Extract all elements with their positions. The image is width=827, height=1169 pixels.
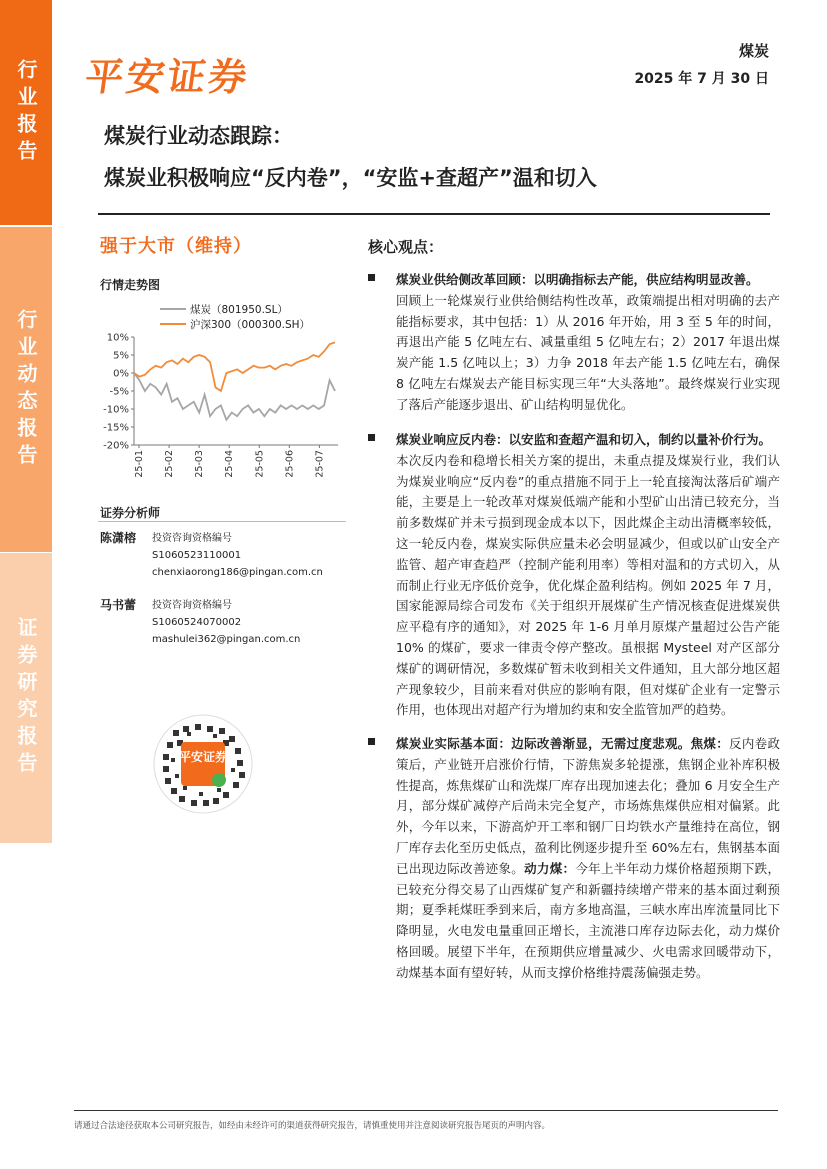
analyst-email[interactable]: chenxiaorong186@pingan.com.cn — [152, 567, 323, 578]
section-text: 回顾上一轮煤炭行业供给侧结构性改革，政策端提出相对明确的去产能指标要求，其中包括：1）从 2016 年开始，用 3 至 5 年的时间，再退出产能 5 亿吨左右、减量重组 5 亿吨左右；2）2017 年退出煤炭产能 1.5 亿吨以上；3）力争 2018 年去产能 1.5 亿吨左右，确保 8 亿吨左右煤炭去产能目标实现三年“大头落地”。最终煤炭行业实现了落后产能逐步退出、矿山结构明显优化。 — [396, 292, 780, 412]
chart-x-tick-label: 25-07 — [314, 450, 326, 478]
analyst-cert-number: S1060524070002 — [152, 617, 242, 628]
chart-x-tick-label: 25-01 — [134, 450, 145, 478]
chart-x-tick-label: 25-04 — [224, 450, 236, 478]
section-text: 本次反内卷和稳增长相关方案的提出，未重点提及煤炭行业，我们认为煤炭业响应“反内卷”的重点措施不同于上一轮直接淘汰落后矿端产能，主要是上一轮改革对煤炭低端产能和小型矿山出清已较充分，当前多数煤矿并未亏损到现金成本以下，因此煤企主动出清概率较低，这一轮反内卷，煤炭实际供应量未必会明显减少，但或以矿山安全产监管、超产审查趋严（控制产能利用率）等相对温和的方式切入，从而制止行业无序低价竞争，优化煤企盈利结构。例如 2025 年 7 月，国家能源局综合司发布《关于组织开展煤矿生产情况核查促进煤炭供应平稳有序的通知》，对 2025 年 1-6 月单月原煤产量超过公告产能 10% 的煤矿，要求一律责令停产整改。虽根据 Mysteel 对产区部分煤矿的调研情况，多数煤矿暂未收到相关文件通知，且大部分地区超产现象较少，目前来看对供应的影响有限，但对煤矿企业有一定警示作用，也体现出对超产行为增加约束和安全监管加严的趋势。 — [396, 452, 780, 718]
trend-chart-label: 行情走势图 — [100, 278, 161, 292]
rating: 强于大市（维持） — [100, 236, 252, 257]
report-date: 2025 年 7 月 30 日 — [634, 71, 769, 87]
title-divider — [98, 213, 770, 215]
analyst-cert-label: 投资咨询资格编号 — [152, 533, 232, 544]
report-title-line2: 煤炭业积极响应“反内卷”，“安监+查超产”温和切入 — [104, 166, 597, 190]
analysts-heading: 证券分析师 — [100, 506, 161, 520]
thermal-coal-label: 动力煤： — [524, 860, 576, 876]
chart-y-tick-label: 5% — [113, 350, 129, 362]
chart-x-tick-label: 25-05 — [254, 450, 266, 478]
report-title-line1: 煤炭行业动态跟踪： — [104, 124, 293, 148]
chart-series-line-coal — [134, 373, 335, 420]
chart-y-tick-label: 10% — [106, 332, 129, 344]
chart-series-line-csi300 — [134, 342, 335, 391]
chart-legend-label: 煤炭（801950.SL） — [190, 304, 288, 316]
qr-code-icon[interactable] — [153, 714, 253, 814]
chart-y-tick-label: 0% — [113, 368, 129, 380]
bullet-icon — [368, 434, 375, 441]
analyst-cert-label: 投资咨询资格编号 — [152, 600, 232, 611]
pingan-securities-logo: 平安证券 — [82, 55, 253, 99]
analyst-cert-number: S1060523110001 — [152, 550, 242, 561]
qr-brand-line1: 平安证券 — [178, 750, 228, 764]
analyst-block — [100, 530, 350, 590]
analyst-name: 陈潇榕 — [100, 531, 137, 545]
section-lead: 煤炭业响应反内卷：以安监和查超产温和切入，制约以量补价行为。 — [396, 432, 772, 447]
footer-disclaimer: 请通过合法途径获取本公司研究报告，如经由未经许可的渠道获得研究报告，请慎重使用并注意阅读研究报告尾页的声明内容。 — [74, 1121, 551, 1131]
chart-y-tick-label: -5% — [109, 386, 129, 398]
chart-y-tick-label: -10% — [103, 404, 129, 416]
section-lead: 煤炭业供给侧改革回顾：以明确指标去产能，供应结构明显改善。 — [396, 272, 759, 287]
side-tab-industry-report: 行业报告 — [0, 0, 52, 225]
bullet-icon — [368, 274, 375, 281]
analyst-block — [100, 597, 350, 657]
chart-legend-label: 沪深300（000300.SH） — [190, 319, 311, 331]
chart-y-tick-label: -15% — [103, 422, 129, 434]
side-tab-industry-dynamic-report: 行业动态报告 — [0, 227, 52, 552]
coking-coal-label: 焦煤： — [690, 736, 730, 751]
trend-chart — [94, 292, 344, 492]
industry-label: 煤炭 — [738, 42, 769, 60]
analyst-info — [152, 597, 300, 648]
footer-divider — [74, 1110, 778, 1111]
chart-x-tick-label: 25-03 — [194, 450, 206, 478]
analysts-divider — [98, 521, 346, 522]
coking-coal-text: 反内卷政策后，产业链开启涨价行情，下游焦炭多轮提涨，焦钢企业补库积极性提高，炼焦煤矿山和洗煤厂库存出现加速去化；叠加 6 月安全生产月，部分煤矿减停产后尚未完全复产，市场炼焦煤供应相对偏紧。此外，今年以来，下游高炉开工率和钢厂日均铁水产量维持在高位，钢厂库存去化至历史低点，盈利比例逐步提升至 60%左右，焦钢基本面已出现边际改善迹象。 — [396, 736, 780, 876]
core-views-title: 核心观点： — [368, 238, 444, 256]
thermal-coal-text: 今年上半年动力煤价格超预期下跌，已较充分得交易了山西煤矿复产和新疆持续增产带来的基本面过剩预期；夏季耗煤旺季到来后，南方多地高温，三峡水库出库流量同比下降明显，火电发电量重回正增长，主流港口库存边际去化，动力煤价格回暖。展望下半年，在预期供应增量减少、火电需求回暖带动下，动煤基本面有望好转，从而支撑价格维持震荡偏强走势。 — [396, 860, 780, 980]
bullet-icon — [368, 738, 375, 745]
chart-x-tick-label: 25-06 — [284, 450, 296, 478]
analyst-email[interactable]: mashulei362@pingan.com.cn — [152, 634, 301, 645]
chart-x-tick-label: 25-02 — [164, 450, 176, 478]
side-tab-securities-research-report: 证券研究报告 — [0, 553, 52, 843]
section-lead: 煤炭业实际基本面：边际改善渐显，无需过度悲观。 — [396, 736, 691, 751]
chart-y-tick-label: -20% — [103, 440, 129, 452]
analyst-info — [152, 530, 323, 581]
analyst-name: 马书蕾 — [100, 598, 137, 612]
